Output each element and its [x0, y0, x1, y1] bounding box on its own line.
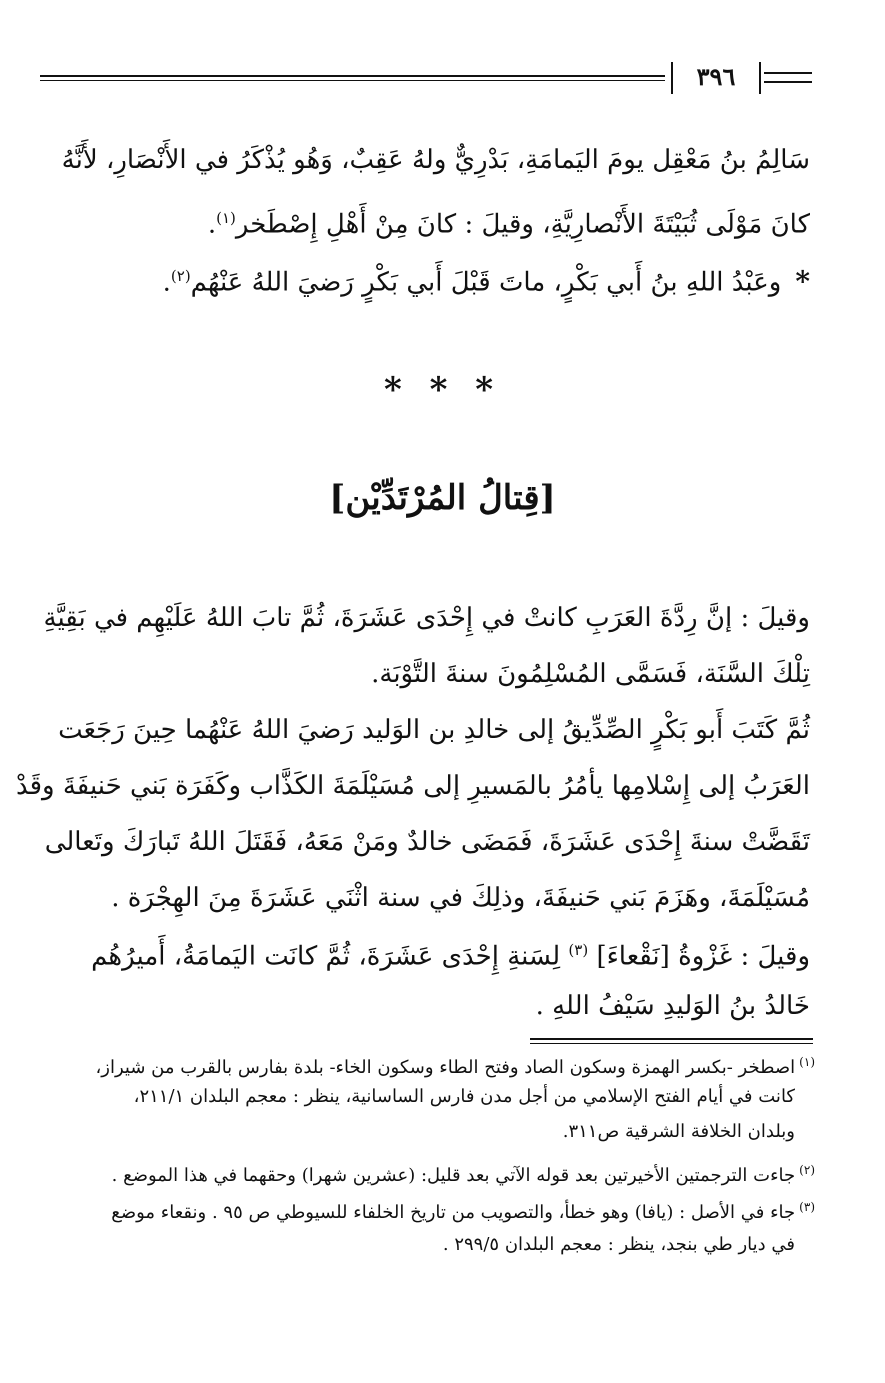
footnote-3-line-1 [40, 1193, 815, 1227]
para3-line-2: خَالدُ بنُ الوَليدِ سَيْفُ اللهِ . [535, 991, 810, 1021]
bullet-end: . [162, 267, 171, 298]
para3-line-1 [40, 930, 810, 977]
page-number: ٣٩٦ [696, 62, 736, 91]
footnote-1-line-2: كانت في أيام الفتح الإسلامي من أجل مدن فارس الساسانية، ينظر : معجم البلدان ٢١١/١، [133, 1086, 795, 1107]
section-divider: * * * [383, 370, 501, 410]
header-rule-left [40, 75, 665, 81]
intro-line-2-text: كانَ مَوْلَى ثُبَيْتَةَ الأَنْصارِيَّةِ، وقيلَ : كانَ مِنْ أَهْلِ إِصْطَخر [235, 209, 810, 240]
footnote-2-line-1 [40, 1156, 815, 1190]
para2-line-1: ثُمَّ كَتَبَ أَبو بَكْرٍ الصِّدِّيقُ إلى خالدِ بن الوَليد رَضيَ اللهُ عَنْهُما حِينَ رَجَعَت [58, 715, 810, 745]
footnote-ref-3: (٣) [568, 941, 589, 959]
bullet-entry [40, 256, 810, 303]
para2-line-2: العَرَبُ إلى إِسْلامِها يأمُرُ بالمَسيرِ إلى مُسَيْلَمَةَ الكَذَّاب وكَفَرَة بَني حَنيفَةَ وقَدْ [15, 771, 810, 801]
para1-line-1: وقيلَ : إنَّ رِدَّةَ العَرَبِ كانتْ في إِحْدَى عَشَرَةَ، ثُمَّ تابَ اللهُ عَلَيْهِم في بَقِيَّةِ [43, 603, 810, 633]
page-header [40, 62, 812, 96]
footnote-3-text: جاء في الأصل : (يافا) وهو خطأ، والتصويب من تاريخ الخلفاء للسيوطي ص ٩٥ . ونقعاء موضع [111, 1202, 796, 1223]
para1-line-2: تِلْكَ السَّنَة، فَسَمَّى المُسْلِمُونَ سنةَ التَّوْبَة. [371, 659, 810, 689]
footnote-2-text: جاءت الترجمتين الأخيرتين بعد قوله الآتي بعد قليل: (عشرين شهرا) وحقهما في هذا الموضع . [111, 1165, 796, 1186]
intro-line-1: سَالِمُ بنُ مَعْقِل يومَ اليَمامَةِ، بَدْرِيٌّ ولهُ عَقِبٌ، وَهُو يُذْكَرُ في الأَنْصَارِ، لأَنَّهُ [61, 145, 810, 175]
footnote-1-number: (١) [799, 1055, 815, 1069]
footnote-1-line-1 [40, 1048, 815, 1082]
header-rule-right [764, 72, 812, 83]
footnote-ref-1: (١) [216, 209, 236, 227]
footnote-3-line-2: في ديار طي بنجد، ينظر : معجم البلدان ٢٩٩/٥ . [442, 1234, 795, 1255]
header-bar [671, 62, 673, 94]
para3-line-1-end: لِسَنةِ إِحْدَى عَشَرَةَ، ثُمَّ كانَت اليَمامَةُ، أَميرُهُم [91, 941, 561, 972]
bullet-text: وعَبْدُ اللهِ بنُ أَبي بَكْرٍ، ماتَ قَبْلَ أَبي بَكْرٍ رَضيَ اللهُ عَنْهُم [190, 267, 782, 298]
footnote-ref-2: (٢) [170, 267, 191, 285]
intro-line-2-end: . [207, 209, 217, 240]
bullet-star-icon: * [795, 264, 810, 298]
intro-line-2 [40, 198, 810, 245]
para3-line-1-start: وقيلَ : غَزْوةُ [نَقْعاءَ] [596, 941, 810, 972]
footnote-1-text: اصطخر -بكسر الهمزة وسكون الصاد وفتح الطاء وسكون الخاء- بلدة بفارس بالقرب من شيراز، [95, 1057, 796, 1078]
section-title: [قِتالُ المُرْتَدِّيْن] [329, 478, 556, 518]
header-bar [759, 62, 761, 94]
footnote-separator [530, 1038, 813, 1044]
para2-line-3: تَقَضَّتْ سنةَ إِحْدَى عَشَرَةَ، فَمَضَى خالدٌ ومَنْ مَعَهُ، فَقَتَلَ اللهُ تَبارَكَ وتَعالى [44, 827, 810, 857]
footnote-3-number: (٣) [799, 1200, 815, 1214]
para2-line-4: مُسَيْلَمَةَ، وهَزَمَ بَني حَنيفَةَ، وذلِكَ في سنة اثْنَي عَشَرَةَ مِنَ الهِجْرَة . [111, 883, 810, 913]
footnote-1-line-3: وبلدان الخلافة الشرقية ص٣١١. [562, 1121, 795, 1142]
footnote-2-number: (٢) [799, 1163, 815, 1177]
